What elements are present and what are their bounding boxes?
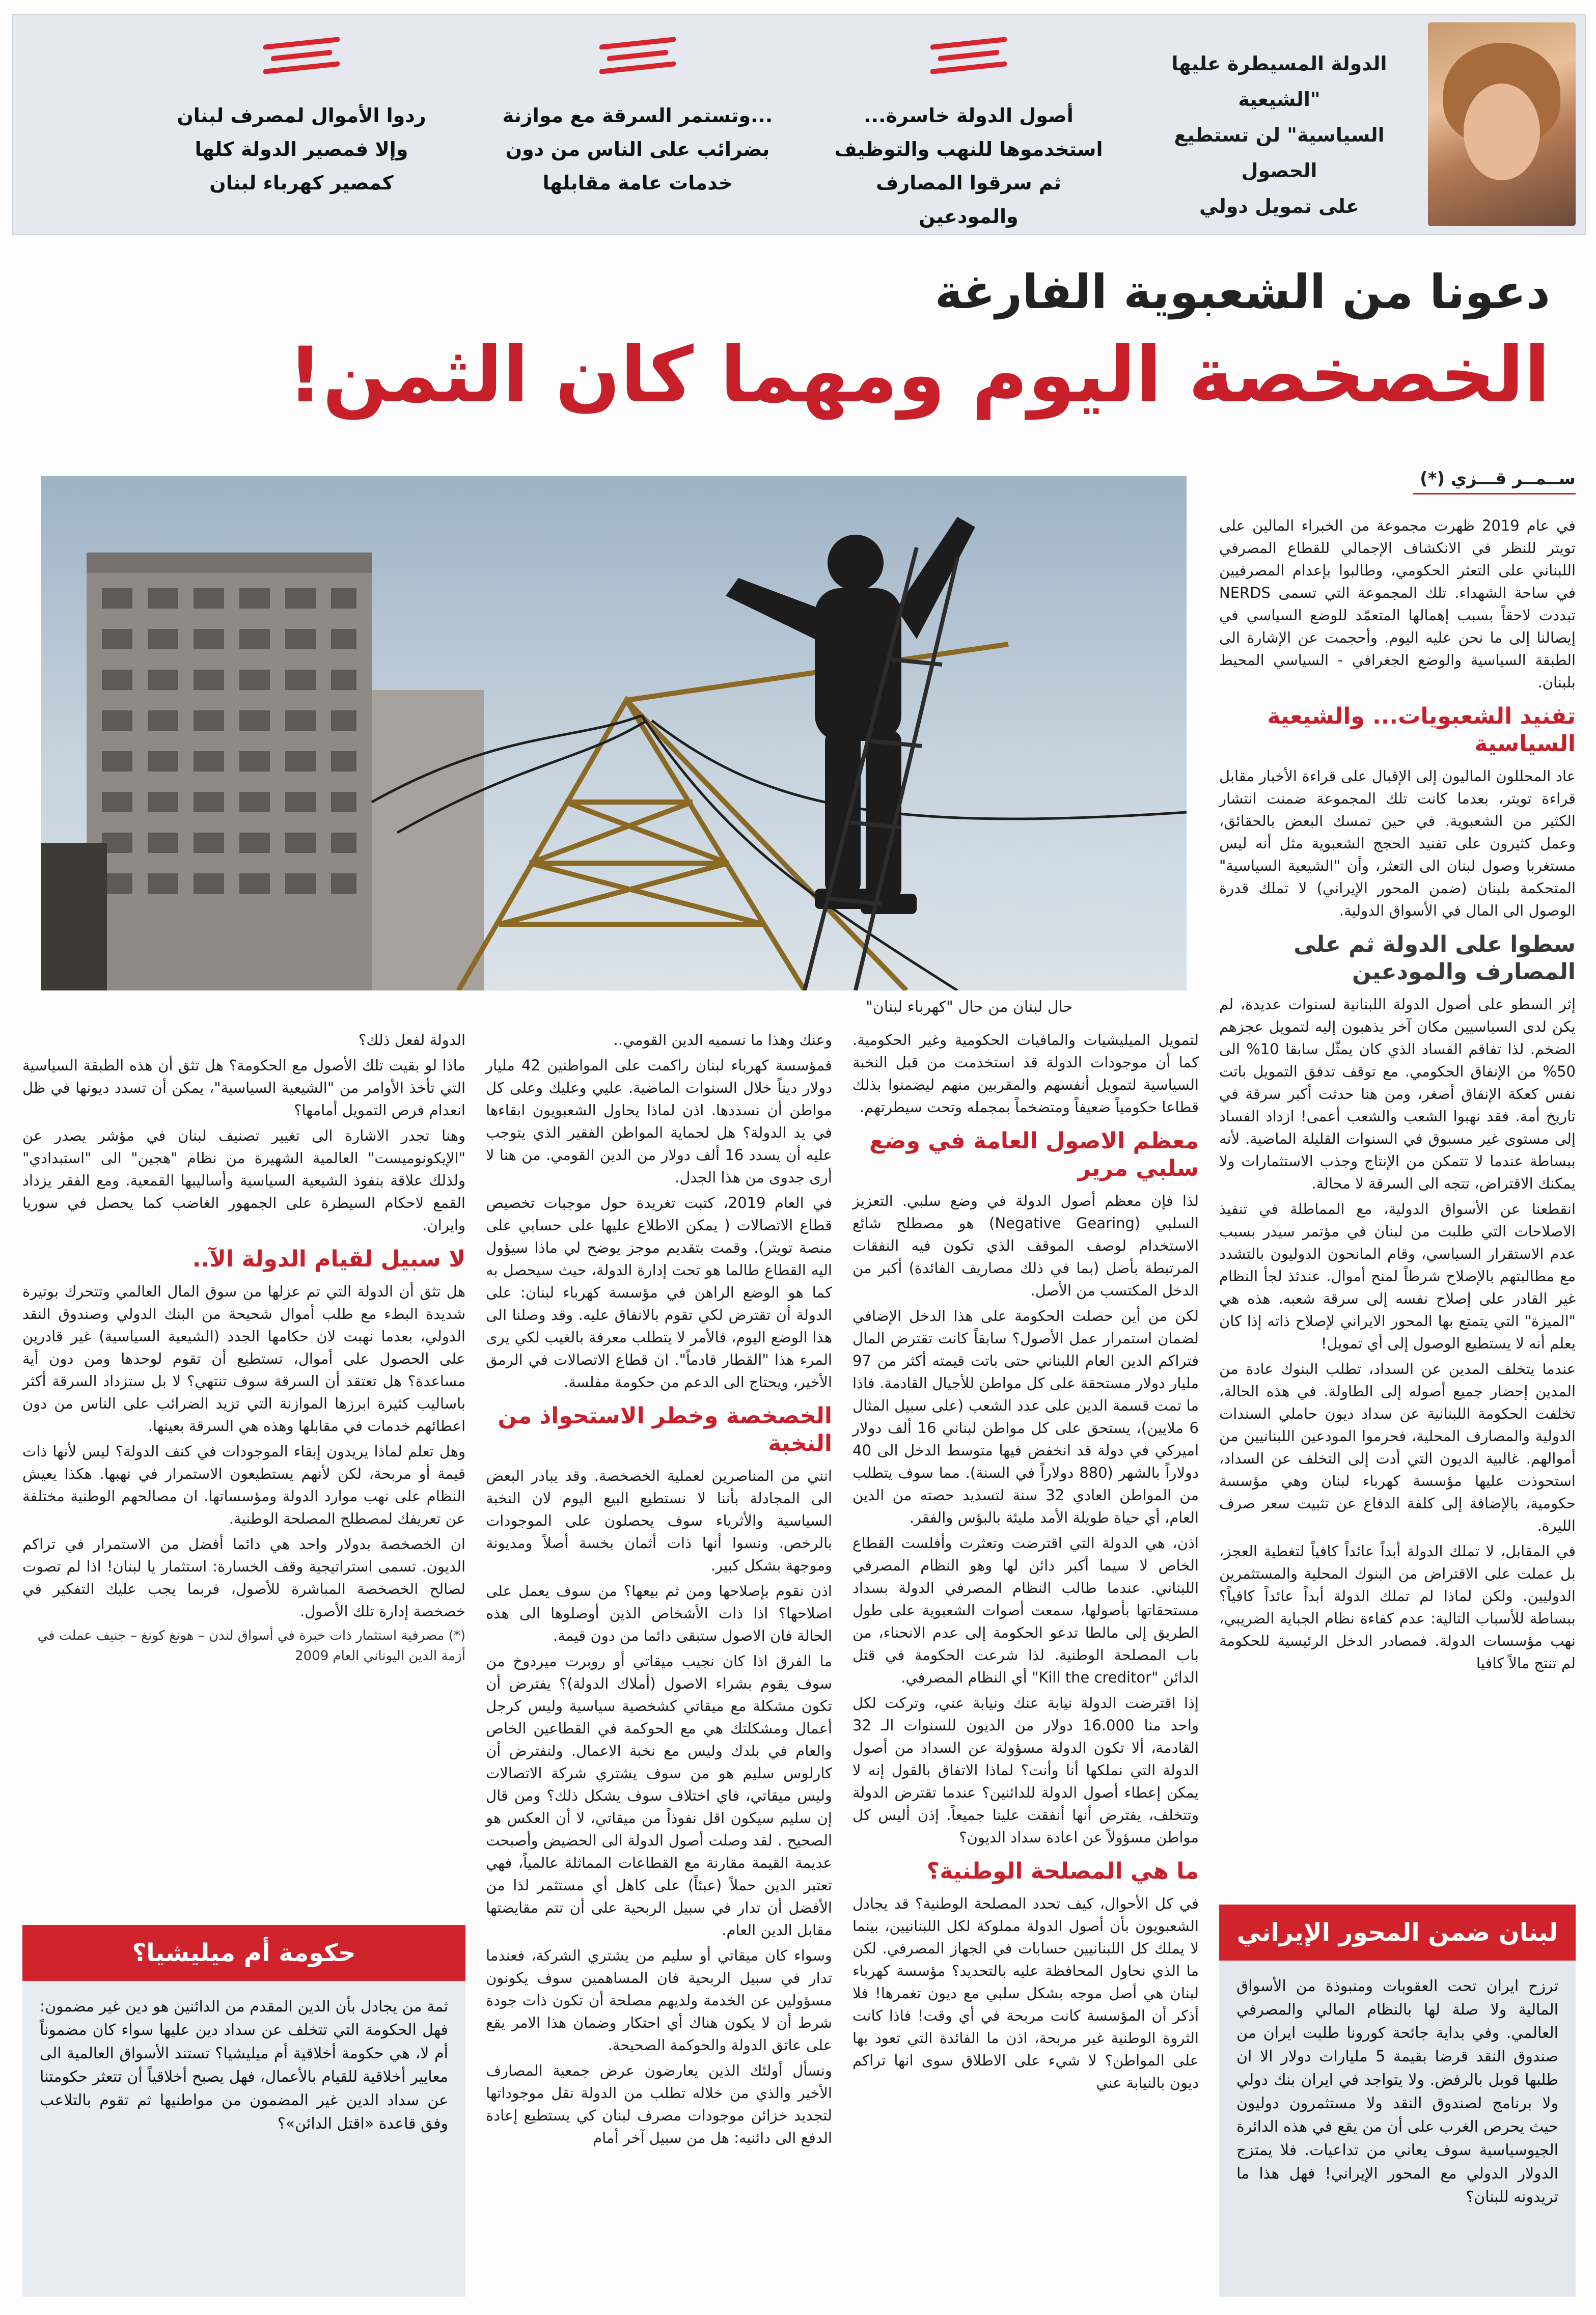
teaser-line: خدمات عامة مقابلها [542, 172, 733, 194]
teaser-line: كمصير كهرباء لبنان [209, 172, 394, 194]
article-headline: الخصخصة اليوم ومهما كان الثمن! [288, 331, 1550, 420]
column-1 [1219, 514, 1576, 1677]
paragraph: الدولة لفعل ذلك؟ [359, 1031, 465, 1049]
paragraph: لذا فإن معظم أصول الدولة في وضع سلبي. التعزيز السلبي (Negative Gearing) هو مصطلح شائع الاستخدام لوصف الموقف الذي تكون فيه النفقات المرتبطة بأصل (بما في ذلك مصاريف الفائدة) أكبر من الدخل المكتسب من الأصل. [852, 1192, 1199, 1299]
teaser-line: استخدموها للنهب والتوظيف [834, 138, 1103, 160]
subheading: معظم الاصول العامة في وضع سلبي مرير [869, 1128, 1199, 1181]
teaser-band [12, 14, 1586, 235]
lead-teaser[interactable] [1147, 46, 1412, 224]
lebanese-flag-icon [263, 41, 340, 85]
paragraph: عاد المحللون الماليون إلى الإقبال على قراءة الأخبار مقابل قراءة تويتر، بعدما كانت تلك المجموعة ضمنت انتشار الكثير من الشعبوية. في حين تمسك البعض بالحقائق، وعمل كثيرون على تفنيد الحجج الشعبوية مثل أنه ليس مستغربا وصول لبنان الى التعثر، وأن "الشيعية السياسية" المتحكمة بلبنان (ضمن المحور الإيراني) لا تملك قدرة الوصول الى المال في الأسواق الدولية. [1219, 767, 1576, 919]
box-title-iran: لبنان ضمن المحور الإيراني [1219, 1905, 1576, 1961]
paragraph: إذا اقترضت الدولة نيابة عنك ونيابة عني، وتركت لكل واحد منا 16.000 دولار من الديون للسنوات الـ 32 القادمة، ألا تكون الدولة مسؤولة عن السداد من أصول الدولة التي نملكها أنا وأنت؟ لماذا الاتفاق بالقول إنه لا يمكن إعطاء أصول الدولة للدائنين؟ عندما تقترض الدولة وتتخلف، يفترض أنها أنفقت علينا جميعاً. إذن أليس كل مواطن مسؤولاً عن اعادة سداد الديون؟ [852, 1694, 1199, 1846]
teaser-line: وإلا فمصير الدولة كلها [195, 138, 408, 160]
paragraph: إثر السطو على أصول الدولة اللبنانية لسنوات عديدة، لم يكن لدى السياسيين مكان آخر يذهبون إليه لتمويل عجزهم الضخم. لذا تفاقم الفساد الذي كان يمثّل سابقا 10% الى 50% من الإنفاق الحكومي. مع توقف تدفق التمويل باتت نفس كعكة الإنفاق أصغر، ومن هنا حدثت أكبر سرقة في تاريخ أمة. فقد نهبوا الشعب والشعب أعمى! ازداد الفساد إلى مستوى غير مسبوق في السنوات القليلة الماضية. لأنه ببساطة عندما لا تتمكن من الإنتاج وجذب الاستثمارات ولا يمكنك الاقتراض، تتجه الى السرقة لا محالة. [1219, 996, 1576, 1192]
paragraph: وهل تعلم لماذا يريدون إبقاء الموجودات في كنف الدولة؟ ليس لأنها ذات قيمة أو مربحة، لكن لأنهم يستطيعون الاستمرار في نهبها. هكذا يعيش النظام على نهب موارد الدولة ومؤسساتها. ان مصالحهم الوطنية مختلفة عن تعريفك لمصطلح المصلحة الوطنية. [22, 1443, 465, 1527]
column-2 [852, 1029, 1199, 2097]
paragraph: وسواء كان ميقاتي أو سليم من يشتري الشركة، فعندما تدار في سبيل الربحية فان المساهمين سوف يكونون مسؤولين عن الخدمة ولديهم مصلحة أن تكون ذات جودة شرط أن لا يكون هناك أي احتكار وضمان هذا الامر يقع على عاتق الدولة والحوكمة الصحيحة. [486, 1947, 832, 2054]
column-3 [486, 1029, 832, 2152]
subheading: تفنيد الشعبويات... والشيعية السياسية [1267, 703, 1576, 757]
teaser-item[interactable] [495, 36, 780, 229]
paragraph: اذن نقوم بإصلاحها ومن ثم بيعها؟ من سوف يعمل على اصلاحها؟ اذا ذات الأشخاص الذين أوصلوها الى هذه الحالة فان الاصول ستبقى دائما من دون قيمة. [486, 1582, 832, 1644]
paragraph: ونسأل أولئك الذين يعارضون عرض جمعية المصارف الأخير والذي من خلاله تطلب من الدولة نقل موجوداتها لتجديد خزائن موجودات مصرف لبنان كي يستطيع إعادة الدفع الى دائنيه: هل من سبيل آخر أمام [486, 2062, 832, 2146]
subheading: لا سبيل لقيام الدولة الآ.. [192, 1246, 465, 1272]
paragraph: وعنك وهذا ما نسميه الدين القومي.. [613, 1031, 832, 1049]
box-text: ترزح ايران تحت العقوبات ومنبوذة من الأسواق المالية ولا صلة لها بالنظام المالي والمصرفي العالمي. وفي بداية جائحة كورونا طلبت ايران من صندوق النقد قرضا بقيمة 5 مليارات دولار الا ان طلبها قوبل بالرفض. ولا يتواجد في ايران بنك دولي ولا برنامج لصندوق النقد ولا مستثمرون دوليون حيث يحرص الغرب على أن من يقع في هذه الدائرة الجيوسياسية سوف يعاني من تداعيات. فلا يمتزج الدولار الدولي مع المحور الإيراني! فهل هذا ما تريدونه للبنان؟ [1236, 1977, 1558, 2206]
lead-teaser-line: السياسية" لن تستطيع الحصول [1174, 124, 1385, 182]
photo-caption: حال لبنان من حال "كهرباء لبنان" [866, 998, 1073, 1016]
column-4 [22, 1029, 465, 1669]
lebanese-flag-icon [930, 41, 1007, 85]
teaser-line: ...وتستمر السرقة مع موازنة [502, 104, 773, 127]
paragraph: ان الخصخصة بدولار واحد هي دائما أفضل من الاستمرار في تراكم الديون. تسمى استراتيجية وقف الخسارة: استثمار يا لبنان! اذا لم تصوت لصالح الخصخصة المباشرة للأصول، فربما يجب عليك التفكير في خصخصة إدارة تلك الأصول. [22, 1535, 465, 1620]
paragraph: في عام 2019 ظهرت مجموعة من الخبراء المالين على تويتر للنظر في الانكشاف الإجمالي للقطاع المصرفي اللبناني على التعثر الحكومي، وطالبوا بإعدام المصرفيين في ساحة الشهداء. تلك المجموعة التي تسمى NERDS تبددت لاحقاً بسبب إهمالها المتعمّد للوضع السياسي في إيصالنا إلى ما نحن عليه اليوم. وأحجمت عن الإشارة الى الطبقة السياسية والوضع الجغرافي - السياسي المحيط بلبنان. [1219, 517, 1576, 691]
lead-teaser-line: على تمويل دولي [1199, 195, 1359, 217]
paragraph: في المقابل، لا تملك الدولة أبداً عائداً كافياً لتغطية العجز، بل عملت على الاقتراض من البنوك المحلية والمستثمرين الدوليين. ولكن لماذا لم تملك الدولة أبداً عائداً كافياً؟ ببساطة للأسباب التالية: عدم كفاءة نظام الجباية الضريبي، نهب مؤسسات الدولة. فمصادر الدخل الرئيسية للحكومة لم تنتج مالاً كافيا [1219, 1542, 1576, 1672]
box-text: ثمة من يجادل بأن الدين المقدم من الدائنين هو دين غير مضمون: فهل الحكومة التي تتخلف عن سداد دين عليها سواء كان مضموناً أم لا، هي حكومة أخلاقية أم ميليشيا؟ تستند الأسواق العالمية الى معايير أخلاقية للقيام بالأعمال، فهل يصبح أخلاقياً أن تتعثر حكومتنا عن سداد الدين غير المضمون من مواطنيها ثم تقوم بالتلاعب وفق قاعدة «اقتل الدائن»؟ [40, 1998, 448, 2133]
paragraph: اذن، هي الدولة التي اقترضت وتعثرت وأفلست القطاع الخاص لا سيما أكبر دائن لها وهو النظام المصرفي اللبناني. عندما طالب النظام المصرفي الدولة بسداد مستحقاتها بأصولها، سمعت أصوات الشعبوية على طول الطريق إلى مالطا تدعو الحكومة إلى عدم الانحناء، من باب المصلحة الوطنية. لذا شرعت الحكومة في قتل الدائن "Kill the creditor" أي النظام المصرفي. [852, 1534, 1199, 1686]
teaser-line: ردوا الأموال لمصرف لبنان [177, 104, 426, 127]
article-kicker: دعونا من الشعبوية الفارغة [934, 265, 1550, 319]
teaser-item[interactable] [826, 36, 1111, 229]
subheading: ما هي المصلحة الوطنية؟ [926, 1858, 1199, 1884]
paragraph: ما الفرق اذا كان نجيب ميقاتي أو روبرت ميردوخ من سوف يقوم بشراء الاصول (أملاك الدولة)؟ يفترض أن تكون مشكلة مع ميقاتي كشخصية سياسية وليس كرجل أعمال ومشكلتك هي مع الحوكمة في القطاعين الخاص والعام في بلدك وليس مع نخبة الاعمال. ولنفترض أن كارلوس سليم هو من سوف يشتري شركة الاتصالات وليس ميقاتي، فاي اختلاف سوف يشكل ذلك؟ ومن قال إن سليم سيكون اقل نفوذاً من ميقاتي، لا أن العكس هو الصحيح . لقد وصلت أصول الدولة الى الحضيض وأصبحت عديمة القيمة مقارنة مع القطاعات المماثلة عالمياً، فهي تعتبر الدين حملاً (عبئاً) على كاهل أي مستثمر لذا من الأفضل أن تدار في سبيل الربحية على أن تتم مقايضتها مقابل الدين العام. [486, 1652, 832, 1939]
author-note: (*) مصرفية استثمار ذات خبرة في أسواق لندن – هونغ كونغ – جنيف عملت في أزمة الدين اليوناني العام 2009 [37, 1628, 465, 1664]
paragraph: انني من المناصرين لعملية الخصخصة. وقد يبادر البعض الى المجادلة بأننا لا نستطيع البيع اليوم لان النخبة السياسية والأثرياء سوف يحصلون على الموجودات بالرخص. ونسوا أنها ذات أثمان بخسة أصلاً ومديونة وموجهة بشكل كبير. [486, 1467, 832, 1574]
teaser-line: أصول الدولة خاسرة... [864, 104, 1074, 127]
article-byline: ســمــر قـــزي (*) [1420, 468, 1576, 489]
subheading: سطوا على الدولة ثم على المصارف والمودعين [1294, 931, 1576, 985]
author-photo [1428, 22, 1576, 226]
paragraph: هل تثق أن الدولة التي تم عزلها من سوق المال العالمي وتتحرك بوتيرة شديدة البطء مع طلب أموال شحيحة من البنك الدولي وصندوق النقد الدولي، بعدما نهبت لان حكامها الجدد (الشيعية السياسية) غير قادرين على الحصول على أموال، تستطيع أن تقوم لوحدها ومن دون أية مساعدة؟ هل تعتقد أن السرقة سوف تنتهي؟ لا بل ستزداد السرقة أكثر باساليب كثيرة ابرزها الموازنة التي تزيد الضرائب على الناس من دون اعطائهم خدمات في مقابلها وهذه هي السرقة بعينها. [22, 1283, 465, 1435]
teaser-line: بضرائب على الناس من دون [505, 138, 770, 160]
paragraph: انقطعنا عن الأسواق الدولية، مع المماطلة في تنفيذ الاصلاحات التي طلبت من لبنان في مؤتمر سيدر بسبب عدم الاستقرار السياسي، وقام المانحون الدوليون بالتشدد مع مطالبتهم بالإصلاح شرطاً لمنح أموال. عندئذ لجأ النظام غير القادر على إصلاح نفسه إلى سرقة شعبه. هذه هي "الميزة" التي يتمتع بها المحور الايراني لإصلاح ذاته إذا كان يعلم أنه لا يستطيع الوصول إلى أي تمويل! [1219, 1200, 1576, 1352]
article-photo [41, 476, 1187, 990]
paragraph: عندما يتخلف المدين عن السداد، تطلب البنوك عادة من المدين إحضار جميع أصوله إلى الطاولة. في هذه الحالة، تخلفت الحكومة اللبنانية عن سداد ديون حاملي السندات الدولية والمصارف المحلية، فحرموا المودعين اللبنانيين من أموالهم. غالبية الديون التي أدت إلى التخلف عن السداد، استحوذت عليها مؤسسة كهرباء لبنان وهي مؤسسة حكومية، بالإضافة إلى كلفة الدفاع عن تثبيت سعر صرف الليرة. [1219, 1360, 1576, 1534]
paragraph: في كل الأحوال، كيف تحدد المصلحة الوطنية؟ قد يجادل الشعبويون بأن أصول الدولة مملوكة لكل اللبنانيين، بينما لا يملك كل اللبنانيين حسابات في الجهاز المصرفي. لكن ما الذي نحاول المحافظة عليه بالتحديد؟ مؤسسة كهرباء لبنان هي أصل موجه بشكل سلبي مع ديون تغمرها! فلا أذكر أن المؤسسة كانت مربحة في أي وقت! فاذا كانت الثروة الوطنية غير مربحة، اذن ما الفائدة التي تعود بها على المواطن؟ لا شيء على الاطلاق سوى انها تراكم ديون بالنيابة عني [852, 1895, 1199, 2091]
lead-teaser-line: الدولة المسيطرة عليها "الشيعية [1171, 52, 1387, 111]
paragraph: فمؤسسة كهرباء لبنان راكمت على المواطنين 42 مليار دولار ديناً خلال السنوات الماضية. عليي وعليك وعلى كل مواطن أن نسددها. اذن لماذا يحاول الشعبويون ابقاءها في يد الدولة؟ هل لحماية المواطن الفقير الذي يتوجب عليه أن يسدد 16 ألف دولار من الدين القومي. من هنا لا أرى جدوى من هذا الجدل. [486, 1057, 832, 1186]
damaged-building-illustration [41, 553, 484, 990]
teaser-item[interactable] [159, 36, 444, 229]
teaser-line: ثم سرقوا المصارف والمودعين [876, 172, 1061, 228]
paragraph: في العام 2019، كتبت تغريدة حول موجبات تخصيص قطاع الاتصالات ( يمكن الاطلاع عليها على حسابي على منصة تويتر). وقمت بتقديم موجز يوضح لي ماذا سيؤول اليه القطاع طالما هو تحت إدارة الدولة، حيث سيحصل به كما هو الوضع الراهن في مؤسسة كهرباء لبنان: على الدولة أن تقترض لكي تقوم بالانفاق عليه. وقد وصلنا الى هذا الوضع اليوم، فالأمر لا يتطلب معرفة بالغيب لكي يرى المرء هذا "القطار قادماً". ان قطاع الاتصالات في الرمق الأخير، ويحتاج الى الدعم من حكومة مفلسة. [486, 1194, 832, 1391]
paragraph: وهنا تجدر الاشارة الى تغيير تصنيف لبنان في مؤشر يصدر عن "الإيكونوميست" العالمية الشهيرة من نظام "هجين" الى "استبدادي" ولذلك علاقة بنفوذ الشيعية السياسية وأساليبها القمعية. ومع الفقر يزداد القمع لاحكام السيطرة على الجمهور الغاضب كما يحصل في سوريا وايران. [22, 1127, 465, 1234]
lebanese-flag-icon [599, 41, 676, 85]
box-body-iran [1219, 1961, 1576, 2297]
box-title-militia: حكومة أم ميليشيا؟ [22, 1925, 465, 1981]
byline-rule [1413, 493, 1576, 494]
paragraph: لتمويل الميليشيات والمافيات الحكومية وغير الحكومية. كما أن موجودات الدولة قد استخدمت من قبل النخبة السياسية لتمويل أنفسهم والمقربين منهم ليضمنوا بذلك قطاعا حكومياً ضعيفاً ومتضخماً بمجمله وتحت سيطرتهم. [852, 1031, 1199, 1116]
paragraph: ماذا لو بقيت تلك الأصول مع الحكومة؟ هل تثق أن هذه الطبقة السياسية التي تأخذ الأوامر من "الشيعية السياسية"، يمكن أن تسدد ديونها في ظل انعدام فرص التمويل أمامها؟ [22, 1057, 465, 1119]
box-body-militia [22, 1981, 465, 2297]
paragraph: لكن من أين حصلت الحكومة على هذا الدخل الإضافي لضمان استمرار عمل الأصول؟ سابقاً كانت تقترض المال فتراكم الدين العام اللبناني حتى باتت قيمته أكثر من 97 مليار دولار مستحقة على كل مواطن للأجيال القادمة. فاذا ما تمت قسمة الدين على عدد الشعب (على سبيل المثال 6 ملايين)، يستحق على كل مواطن لبناني 16 ألف دولار اميركي في دولة قد انخفض فيها متوسط الدخل الى 40 دولاراً بالشهر (880 دولاراً في السنة). مما سوف يتطلب من المواطن العادي 32 سنة لتسديد حصته من الدين العام، أي حياة طويلة الأمد مليئة بالبؤس والفقر. [852, 1307, 1199, 1526]
subheading: الخصخصة وخطر الاستحواذ من النخبة [498, 1403, 832, 1456]
